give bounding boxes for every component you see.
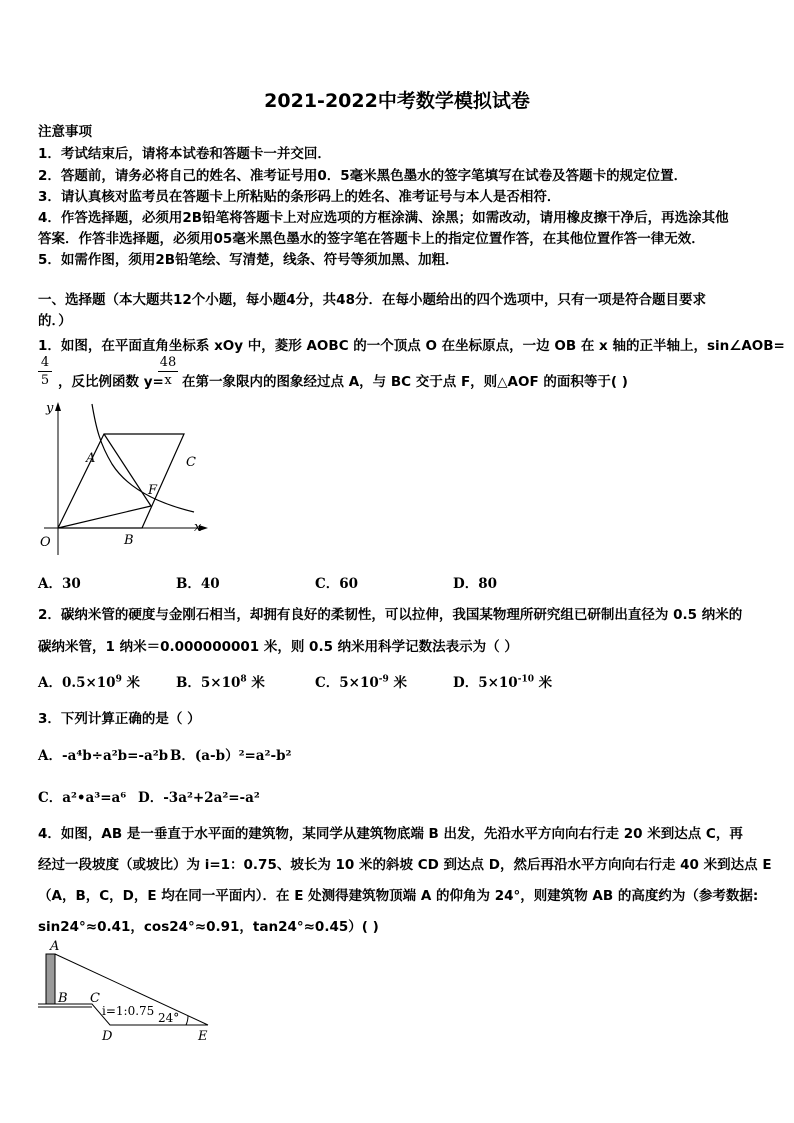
segment-of	[58, 506, 151, 528]
q1-stem-mid: ，反比例函数 y=	[58, 374, 164, 390]
q1-option-a: A．30	[38, 576, 81, 592]
label-f: F	[148, 483, 158, 498]
q3-option-c: C．a²•a³=a⁶	[38, 790, 127, 806]
q2-stem-cont: 碳纳米管，1 纳米＝0.000000001 米，则 0.5 纳米用科学记数法表示为（ ）	[38, 639, 518, 655]
q2-option-a: A．$0.5\times 10^9$ 米	[38, 674, 141, 691]
y-axis-arrow	[55, 402, 61, 411]
q4-stem-cont: （A，B，C，D，E 均在同一平面内）．在 E 处测得建筑物顶端 A 的仰角为 24°，则建筑物 AB 的高度约为（参考数据:	[38, 888, 759, 904]
label-slope: i=1:0.75	[102, 1004, 155, 1018]
hyperbola-curve	[92, 404, 194, 512]
angle-arc	[186, 1016, 188, 1025]
notice-line: 5．如需作图，须用2B铅笔绘、写清楚，线条、符号等须加黑、加粗．	[38, 252, 459, 268]
label-y: y	[46, 401, 54, 416]
section-heading: 一、选择题（本大题共12个小题，每小题4分，共48分．在每小题给出的四个选项中，只有一项是符合题目要求	[38, 292, 706, 308]
label-o: O	[40, 535, 51, 550]
q1-stem: 1．如图，在平面直角坐标系 xOy 中，菱形 AOBC 的一个顶点 O 在坐标原点，一边 OB 在 x 轴的正半轴上，sin∠AOB=	[38, 338, 785, 354]
label-e: E	[198, 1029, 208, 1044]
q4-stem-cont: 经过一段坡度（或坡比）为 i=1：0.75、坡长为 10 米的斜坡 CD 到达点 D，然后再沿水平方向向右行走 40 米到达点 E	[38, 857, 772, 873]
q2-option-b: B．$5\times 10^8$ 米	[176, 674, 265, 691]
q3-option-b: B．(a-b）²=a²-b²	[170, 748, 292, 764]
q3-stem: 3．下列计算正确的是（ ）	[38, 711, 201, 727]
q1-fraction-48-x: 48 x	[159, 355, 177, 388]
q1-option-c: C．60	[315, 576, 359, 592]
label-a: A	[86, 451, 96, 466]
q1-figure	[34, 398, 214, 563]
notice-line: 3．请认真核对监考员在答题卡上所粘贴的条形码上的姓名、准考证号与本人是否相符．	[38, 189, 561, 205]
q2-option-d: D．$5\times 10^{-10}$ 米	[453, 674, 553, 691]
label-angle: 24°	[158, 1011, 180, 1025]
label-c: C	[90, 991, 100, 1006]
section-heading-cont: 的．）	[38, 313, 72, 329]
q4-figure	[36, 934, 236, 1044]
q3-option-d: D．-3a²+2a²=-a²	[138, 790, 260, 806]
q4-stem-cont: sin24°≈0.41，cos24°≈0.91，tan24°≈0.45）( )	[38, 919, 379, 935]
label-x: x	[194, 520, 202, 535]
notice-heading: 注意事项	[38, 124, 92, 140]
notice-line: 答案．作答非选择题，必须用05毫米黑色墨水的签字笔在答题卡上的指定位置作答，在其他位置作答一律无效．	[38, 231, 705, 247]
building-ab	[46, 954, 55, 1004]
q1-fraction-4-5: 4 5	[38, 355, 52, 388]
label-d: D	[102, 1029, 113, 1044]
label-c: C	[186, 455, 196, 470]
notice-line: 4．作答选择题，必须用2B铅笔将答题卡上对应选项的方框涂满、涂黑；如需改动，请用橡皮擦干净后，再选涂其他	[38, 210, 729, 226]
rhombus-aobc	[58, 434, 184, 528]
q3-option-a: A．-a⁴b÷a²b=-a²b	[38, 748, 169, 764]
label-b: B	[58, 991, 68, 1006]
q1-stem-end: 在第一象限内的图象经过点 A，与 BC 交于点 F，则△AOF 的面积等于( )	[182, 374, 628, 390]
q4-stem: 4．如图，AB 是一垂直于水平面的建筑物，某同学从建筑物底端 B 出发，先沿水平方向向右行走 20 米到达点 C，再	[38, 826, 743, 842]
q2-stem: 2．碳纳米管的硬度与金刚石相当，却拥有良好的柔韧性，可以拉伸，我国某物理所研究组已研制出直径为 0.5 纳米的	[38, 607, 743, 623]
q1-option-d: D．80	[453, 576, 497, 592]
segment-af	[104, 434, 151, 506]
q2-option-c: C．$5\times 10^{-9}$ 米	[315, 674, 407, 691]
page-title: 2021-2022中考数学模拟试卷	[264, 90, 530, 112]
label-b: B	[124, 533, 134, 548]
q1-option-b: B．40	[176, 576, 220, 592]
label-a: A	[50, 939, 60, 954]
notice-line: 1．考试结束后，请将本试卷和答题卡一并交回．	[38, 146, 331, 162]
notice-line: 2．答题前，请务必将自己的姓名、准考证号用0．5毫米黑色墨水的签字笔填写在试卷及答题卡的规定位置．	[38, 168, 688, 184]
